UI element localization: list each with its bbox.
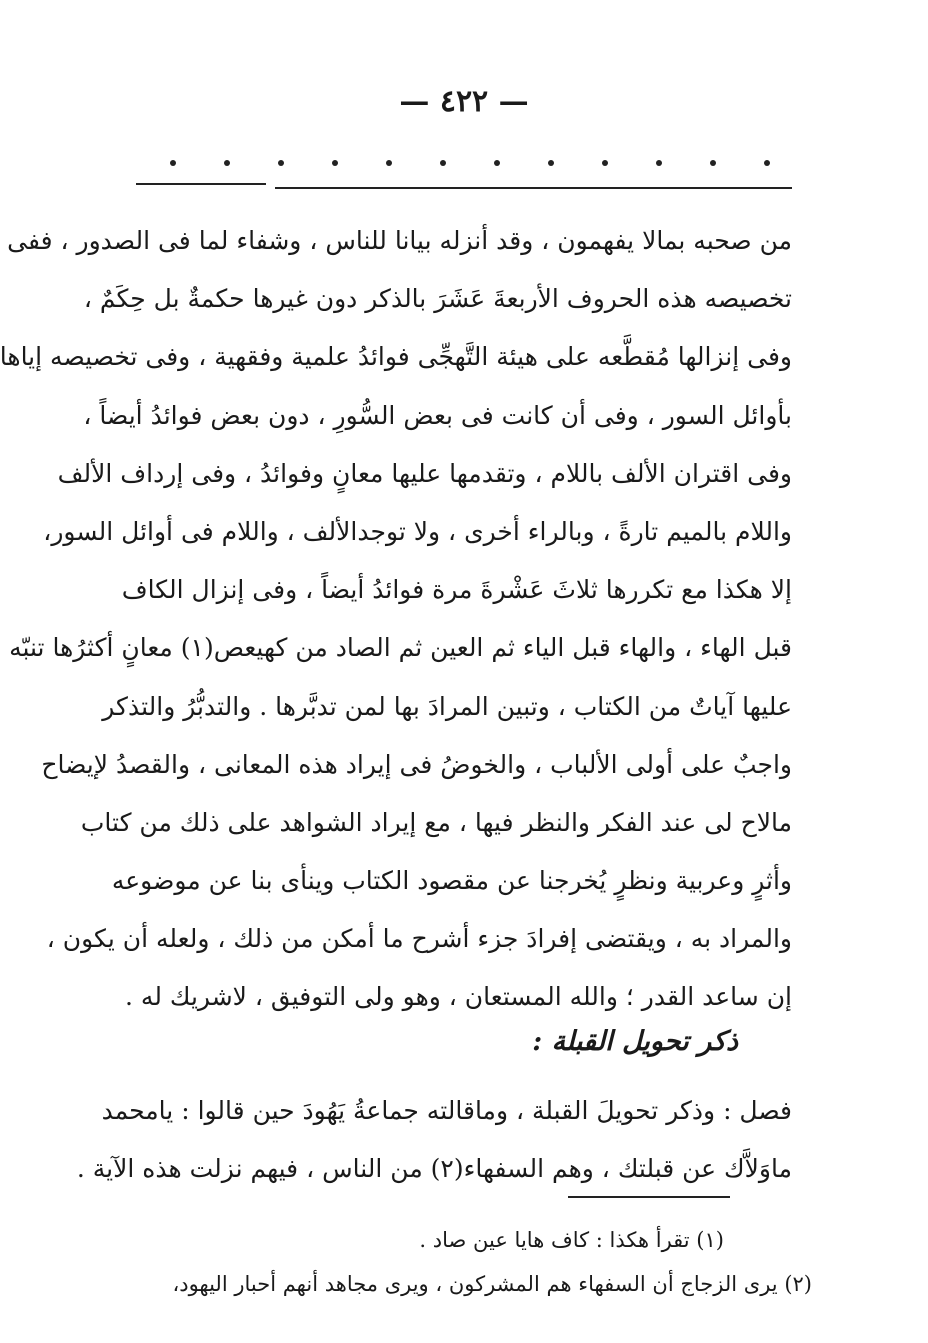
text-line: عليها آياتٌ من الكتاب ، وتبين المرادَ بها لمن تدبَّرها . والتدبُّرُ والتذكر: [102, 691, 792, 721]
divider-dot: [224, 160, 230, 166]
divider-dot: [170, 160, 176, 166]
text-line: واللام بالميم تارةً ، وبالراء أخرى ، ولا توجدالألف ، واللام فى أوائل السور،: [43, 516, 792, 546]
section-heading: ذكر تحويل القبلة :: [532, 1026, 738, 1057]
footnote-1: (١) تقرأ هكذا : كاف هايا عين صاد .: [419, 1228, 724, 1252]
text-line: فصل : وذكر تحويلَ القبلة ، وماقالته جماعةُ يَهُودَ حين قالوا : يامحمد: [101, 1096, 792, 1125]
footnote-separator: [568, 1196, 730, 1198]
page-number: — ٤٢٢ —: [399, 84, 529, 119]
divider-dot: [278, 160, 284, 166]
divider-dot: [764, 160, 770, 166]
text-line: وفى اقتران الألف باللام ، وتقدمها عليها معانٍ وفوائدُ ، وفى إرداف الألف: [57, 458, 792, 488]
text-line: وأثرٍ وعربية ونظرٍ يُخرجنا عن مقصود الكتاب وينأى بنا عن موضوعه: [111, 866, 792, 896]
text-line: واجبٌ على أولى الألباب ، والخوضُ فى إيراد هذه المعانى ، والقصدُ لإيضاح: [41, 749, 792, 779]
main-paragraph: [0, 212, 792, 1027]
divider-dot: [656, 160, 662, 166]
divider-dot: [440, 160, 446, 166]
text-line: ماوَلاَّك عن قبلتك ، وهم السفهاء(٢) من الناس ، فيهم نزلت هذه الآية .: [76, 1154, 792, 1184]
divider-dot: [602, 160, 608, 166]
text-line: من صحبه بمالا يفهمون ، وقد أنزله بيانا للناس ، وشفاء لما فى الصدور ، ففى: [7, 226, 792, 255]
footnotes: [118, 1218, 812, 1306]
text-line: بأوائل السور ، وفى أن كانت فى بعض السُّورِ ، دون بعض فوائدُ أيضاً ،: [83, 400, 792, 430]
text-line: إن ساعد القدر ؛ والله المستعان ، وهو ولى التوفيق ، لاشريك له .: [125, 982, 792, 1012]
divider-dot: [494, 160, 500, 166]
text-line: إلا هكذا مع تكررها ثلاثَ عَشْرةَ مرة فوائدُ أيضاً ، وفى إنزال الكاف: [121, 575, 792, 605]
divider-dot: [332, 160, 338, 166]
header-rule-right: [275, 187, 792, 189]
header-rule-left: [136, 183, 266, 185]
footnote-2: (٢) يرى الزجاج أن السفهاء هم المشركون ، ويرى مجاهد أنهم أحبار اليهود،: [172, 1272, 812, 1296]
divider-dot: [710, 160, 716, 166]
section-paragraph: [76, 1082, 792, 1198]
divider-dot: [548, 160, 554, 166]
text-line: وفى إنزالها مُقطَّعه على هيئة التَّهجِّى فوائدُ علمية وفقهية ، وفى تخصيصه إياها: [0, 342, 792, 372]
text-line: مالاح لى عند الفكر والنظر فيها ، مع إيراد الشواهد على ذلك من كتاب: [80, 807, 792, 837]
text-line: تخصيصه هذه الحروف الأربعةَ عَشَرَ بالذكر دون غيرها حكمةٌ بل حِكَمٌ ،: [83, 284, 792, 314]
text-line: قبل الهاء ، والهاء قبل الياء ثم العين ثم الصاد من كهيعص(١) معانٍ أكثرُها تنبّه: [9, 633, 792, 663]
divider-dot: [386, 160, 392, 166]
text-line: والمراد به ، ويقتضى إفرادَ جزء أشرح ما أمكن من ذلك ، ولعله أن يكون ،: [46, 924, 792, 954]
ornamental-dots-divider: [170, 160, 770, 166]
